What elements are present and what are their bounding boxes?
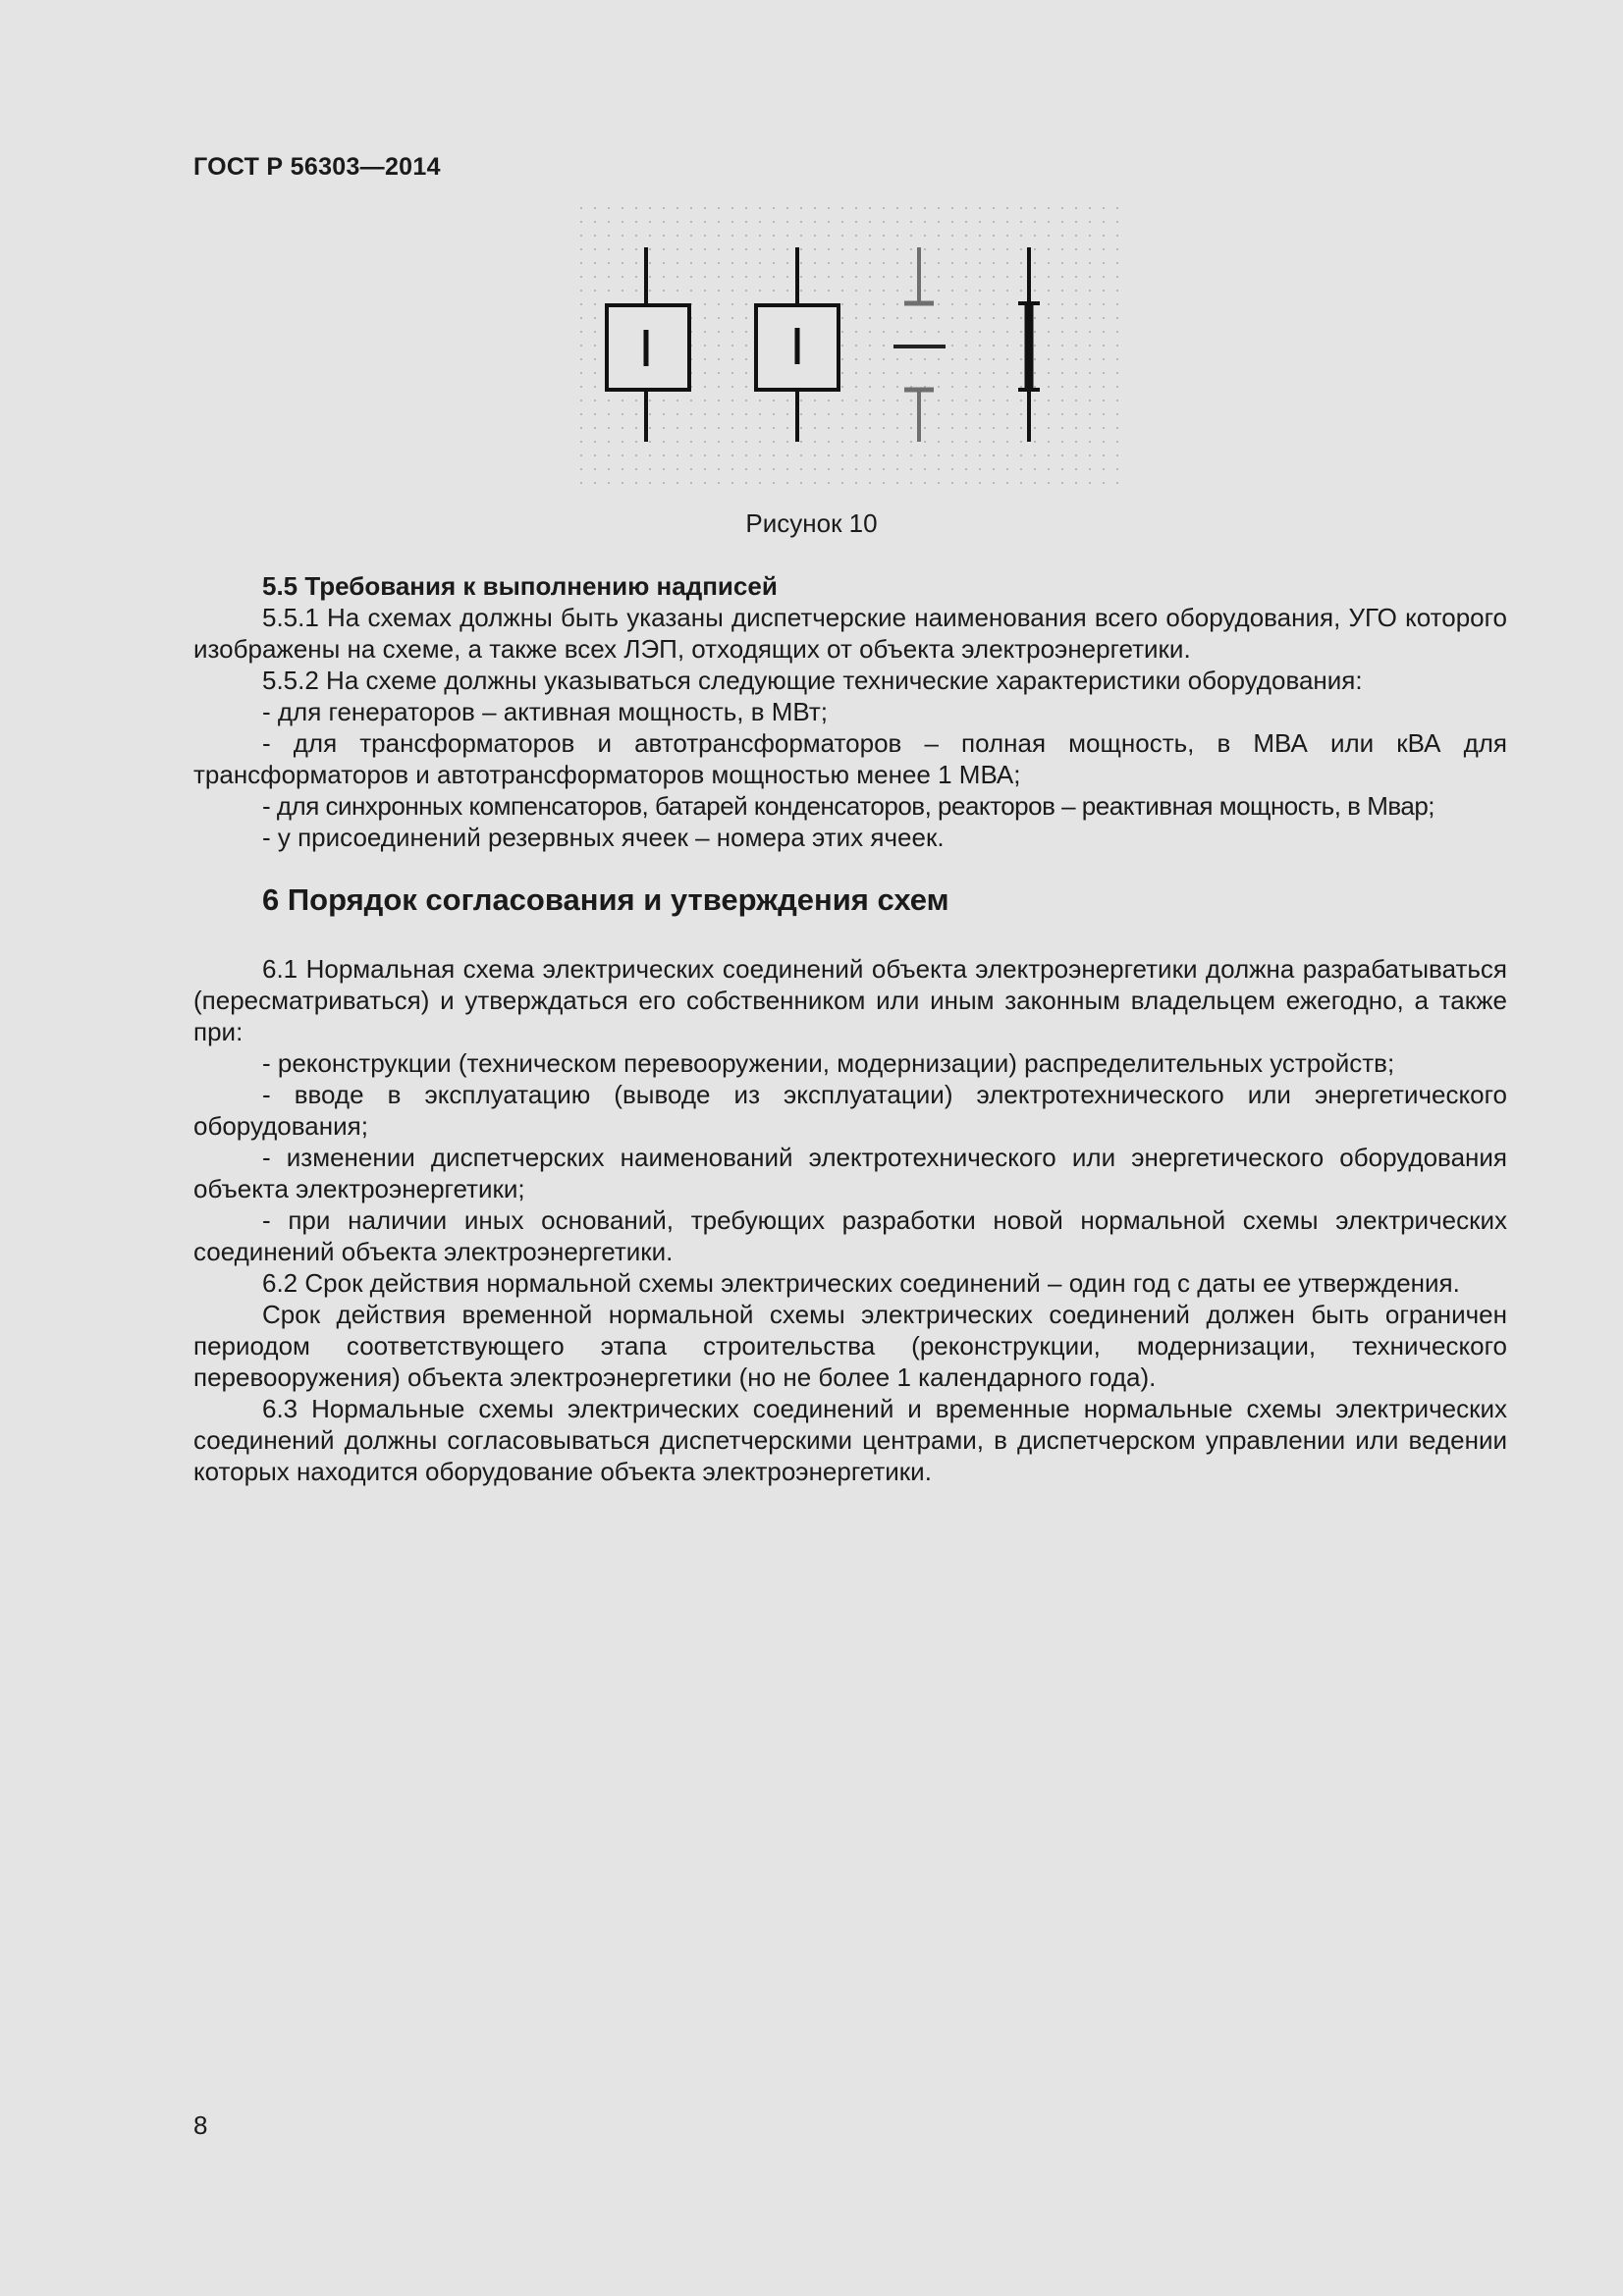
document-body bbox=[193, 570, 1507, 1487]
figure-10-symbols bbox=[574, 201, 1124, 486]
figure-caption: Рисунок 10 bbox=[745, 508, 878, 538]
paragraph-6-2: 6.2 Срок действия нормальной схемы электрических соединений – один год с даты ее утверждения. bbox=[262, 1268, 1460, 1298]
section-6-heading: 6 Порядок согласования и утверждения схем bbox=[262, 882, 949, 917]
list-item: - для генераторов – активная мощность, в МВт; bbox=[262, 697, 829, 726]
section-5-5-heading: 5.5 Требования к выполнению надписей bbox=[262, 571, 778, 601]
paragraph-6-1: 6.1 Нормальная схема электрических соединений объекта электроэнергетики должна разрабатываться (пересматриваться) и утверждаться его собственником или иным законным владельцем ежегодно, а также при: bbox=[193, 954, 1507, 1046]
paragraph-5-5-2: 5.5.2 На схеме должны указываться следующие технические характеристики оборудования: bbox=[262, 666, 1363, 695]
document-code: ГОСТ Р 56303—2014 bbox=[193, 153, 441, 181]
list-item: - вводе в эксплуатацию (выводе из эксплуатации) электротехнического или энергетического оборудования; bbox=[193, 1080, 1507, 1141]
paragraph-6-3: 6.3 Нормальные схемы электрических соединений и временные нормальные схемы электрических соединений должны согласовываться диспетчерскими центрами, в диспетчерском управлении или ведении которых находится оборудование объекта электроэнергетики. bbox=[193, 1394, 1507, 1486]
list-item: - изменении диспетчерских наименований электротехнического или энергетического оборудования объекта электроэнергетики; bbox=[193, 1143, 1507, 1203]
list-item: - для синхронных компенсаторов, батарей конденсаторов, реакторов – реактивная мощность, в Мвар; bbox=[262, 791, 1435, 821]
page-number: 8 bbox=[193, 2110, 208, 2140]
paragraph-5-5-1: 5.5.1 На схемах должны быть указаны диспетчерские наименования всего оборудования, УГО которого изображены на схеме, а также всех ЛЭП, отходящих от объекта электроэнергетики. bbox=[193, 603, 1507, 664]
list-item: - для трансформаторов и автотрансформаторов – полная мощность, в МВА или кВА для трансформаторов и автотрансформаторов мощностью менее 1 МВА; bbox=[193, 728, 1507, 789]
list-item: - реконструкции (техническом перевооружении, модернизации) распределительных устройств; bbox=[262, 1048, 1395, 1078]
paragraph-6-2-continued: Срок действия временной нормальной схемы электрических соединений должен быть ограничен периодом соответствующего этапа строительства (реконструкции, модернизации, технического перевооружения) объекта электроэнергетики (но не более 1 календарного года). bbox=[193, 1300, 1507, 1392]
list-item: - при наличии иных оснований, требующих разработки новой нормальной схемы электрических соединений объекта электроэнергетики. bbox=[193, 1205, 1507, 1266]
list-item: - у присоединений резервных ячеек – номера этих ячеек. bbox=[262, 823, 945, 852]
